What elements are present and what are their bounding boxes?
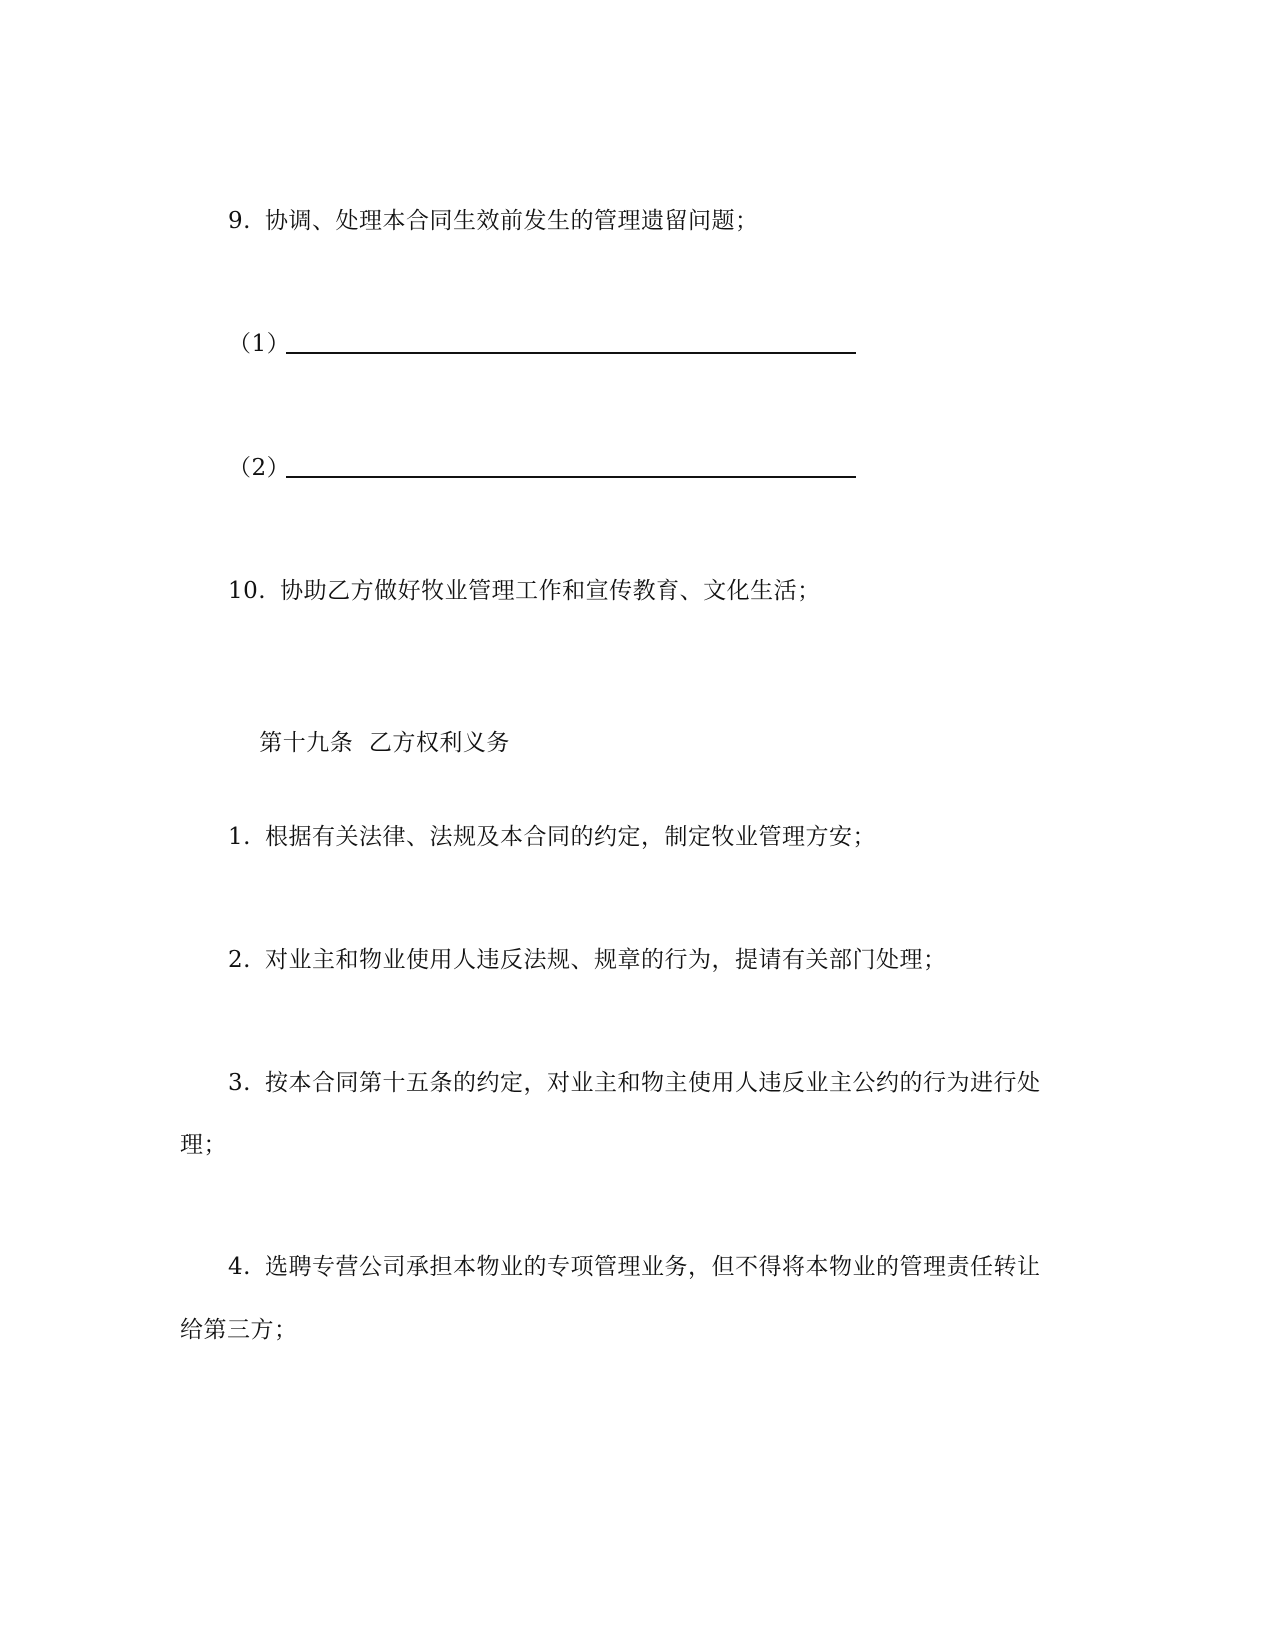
clause-text: 协调、处理本合同生效前发生的管理遗留问题；	[264, 208, 759, 234]
blank-item-2	[228, 453, 290, 483]
clause-text: 协助乙方做好牧业管理工作和宣传教育、文化生活；	[280, 578, 821, 604]
clause-number: 4.	[228, 1254, 251, 1280]
clause-number: 2.	[228, 947, 251, 973]
clause-10	[228, 576, 821, 606]
clause-text: 给第三方；	[180, 1317, 298, 1343]
article-heading-text: 第十九条 乙方权利义务	[259, 730, 510, 756]
blank-item-label: （1）	[228, 331, 291, 357]
blank-item-label: （2）	[228, 455, 291, 481]
clause-number: 1.	[228, 824, 251, 850]
article-19-heading	[228, 698, 510, 788]
clause-text: 根据有关法律、法规及本合同的约定，制定牧业管理方安；	[264, 824, 876, 850]
clause-b2	[228, 945, 946, 975]
clause-number: 3.	[228, 1070, 251, 1096]
clause-text: 选聘专营公司承担本物业的专项管理业务，但不得将本物业的管理责任转让	[264, 1254, 1041, 1280]
fill-in-underline-2	[286, 476, 856, 478]
clause-9	[228, 206, 758, 236]
blank-item-1	[228, 329, 290, 359]
clause-b1	[228, 822, 876, 852]
clause-b3	[228, 1068, 1040, 1098]
clause-b4	[228, 1252, 1040, 1282]
clause-number: 9.	[228, 208, 251, 234]
fill-in-underline-1	[286, 352, 856, 354]
clause-b3-continuation	[180, 1130, 227, 1160]
clause-text: 对业主和物业使用人违反法规、规章的行为，提请有关部门处理；	[264, 947, 947, 973]
clause-text: 理；	[180, 1132, 227, 1158]
clause-text: 按本合同第十五条的约定，对业主和物主使用人违反业主公约的行为进行处	[264, 1070, 1041, 1096]
clause-b4-continuation	[180, 1315, 298, 1345]
clause-number: 10.	[228, 578, 267, 604]
